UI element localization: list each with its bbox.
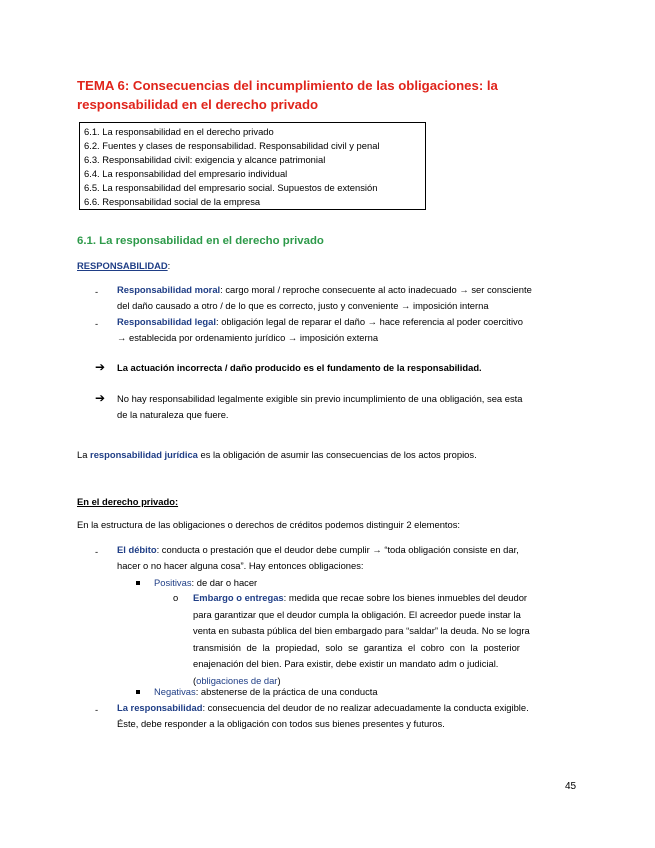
colon: : <box>167 260 171 271</box>
dash-bullet: - <box>95 286 99 297</box>
juridica-pre: La <box>77 449 91 460</box>
toc-item: 6.2. Fuentes y clases de responsabilidad. Responsabilidad civil y penal <box>84 140 380 151</box>
dash-bullet: - <box>95 704 99 715</box>
moral-term: Responsabilidad moral <box>117 284 221 295</box>
negativas-term: Negativas <box>154 686 196 697</box>
legal-line-2: → establecida por ordenamiento jurídico → imposición externa <box>117 332 379 343</box>
moral-text: : cargo moral / reproche consecuente al acto inadecuado → ser consciente <box>220 284 532 295</box>
debito-line-2: hacer o no hacer alguna cosa”. Hay entonces obligaciones: <box>117 560 364 571</box>
debito-line-1 <box>117 542 519 559</box>
legal-line-1 <box>117 314 523 331</box>
juridica-post: es la obligación de asumir las consecuencias de los actos propios. <box>197 449 477 460</box>
paren-close: ) <box>277 674 281 686</box>
embargo-term: Embargo o entregas <box>193 592 284 603</box>
juridica-term: responsabilidad jurídica <box>90 449 198 460</box>
circle-bullet-icon: o <box>173 592 179 603</box>
debito-term: El débito <box>117 544 157 555</box>
derecho-privado-heading: En el derecho privado: <box>77 496 179 507</box>
embargo-text: : medida que recae sobre los bienes inmuebles del deudor <box>283 592 528 603</box>
positivas-term: Positivas <box>154 577 192 588</box>
toc-item: 6.6. Responsabilidad social de la empresa <box>84 196 261 207</box>
page-title: TEMA 6: Consecuencias del incumplimiento de las obligaciones: la responsabilidad en el derecho privado <box>77 78 498 112</box>
responsabilidad-line-2: Éste, debe responder a la obligación con todos sus bienes presentes y futuros. <box>117 718 445 729</box>
responsabilidad-label <box>77 258 170 275</box>
embargo-line-4: transmisión de la propiedad, solo se garantiza el cobro con la posterior <box>193 641 520 653</box>
embargo-block <box>193 590 577 689</box>
toc-item: 6.4. La responsabilidad del empresario individual <box>84 168 288 179</box>
responsabilidad-line-1 <box>117 700 529 717</box>
moral-line-1 <box>117 282 532 299</box>
legal-term: Responsabilidad legal <box>117 316 216 327</box>
positivas-text: : de dar o hacer <box>191 577 258 588</box>
toc-item: 6.1. La responsabilidad en el derecho privado <box>84 126 274 137</box>
legal-text: : obligación legal de reparar el daño → hace referencia al poder coercitivo <box>215 316 523 327</box>
debito-text: : conducta o prestación que el deudor debe cumplir → “toda obligación consiste en dar, <box>156 544 519 555</box>
responsabilidad-item-term: La responsabilidad <box>117 702 203 713</box>
negativas-text: : abstenerse de la práctica de una conducta <box>195 686 378 697</box>
embargo-line-5: enajenación del bien. Para existir, debe existir un mandato adm o judicial. <box>193 658 499 669</box>
toc-item: 6.5. La responsabilidad del empresario social. Supuestos de extensión <box>84 182 378 193</box>
arrow-point-2-line-1: No hay responsabilidad legalmente exigible sin previo incumplimiento de una obligación, sea esta <box>117 393 523 404</box>
estructura-paragraph: En la estructura de las obligaciones o derechos de créditos podemos distinguir 2 elementos: <box>77 519 461 530</box>
embargo-line-2: para garantizar que el deudor cumpla la obligación. El acreedor puede instar la <box>193 608 521 620</box>
paren-open: ( <box>193 674 197 686</box>
toc-item: 6.3. Responsabilidad civil: exigencia y alcance patrimonial <box>84 154 326 165</box>
dash-bullet: - <box>95 546 99 557</box>
obligaciones-de-dar-link[interactable]: obligaciones de dar <box>196 674 278 686</box>
square-bullet-icon <box>136 690 140 694</box>
page-number: 45 <box>565 781 577 792</box>
table-of-contents <box>79 122 426 210</box>
embargo-line-1 <box>193 590 577 607</box>
embargo-line-3: venta en subasta pública del bien embargado para “saldar” la deuda. No se logra <box>193 625 530 636</box>
arrow-point-2-line-2: de la naturaleza que fuere. <box>117 409 229 420</box>
dash-bullet: - <box>95 318 99 329</box>
juridica-paragraph <box>77 447 477 464</box>
responsabilidad-term: RESPONSABILIDAD <box>77 260 168 271</box>
moral-line-2: del daño causado a otro / de lo que es correcto, justo y conveniente → imposición interna <box>117 300 489 311</box>
responsabilidad-text: : consecuencia del deudor de no realizar adecuadamente la conducta exigible. <box>202 702 529 713</box>
square-bullet-icon <box>136 581 140 585</box>
section-heading: 6.1. La responsabilidad en el derecho privado <box>77 235 324 247</box>
arrow-bullet-icon: ➔ <box>95 391 106 405</box>
arrow-point-1: La actuación incorrecta / daño producido es el fundamento de la responsabilidad. <box>117 362 482 373</box>
arrow-bullet-icon: ➔ <box>95 360 106 374</box>
negativas-line <box>154 684 378 701</box>
